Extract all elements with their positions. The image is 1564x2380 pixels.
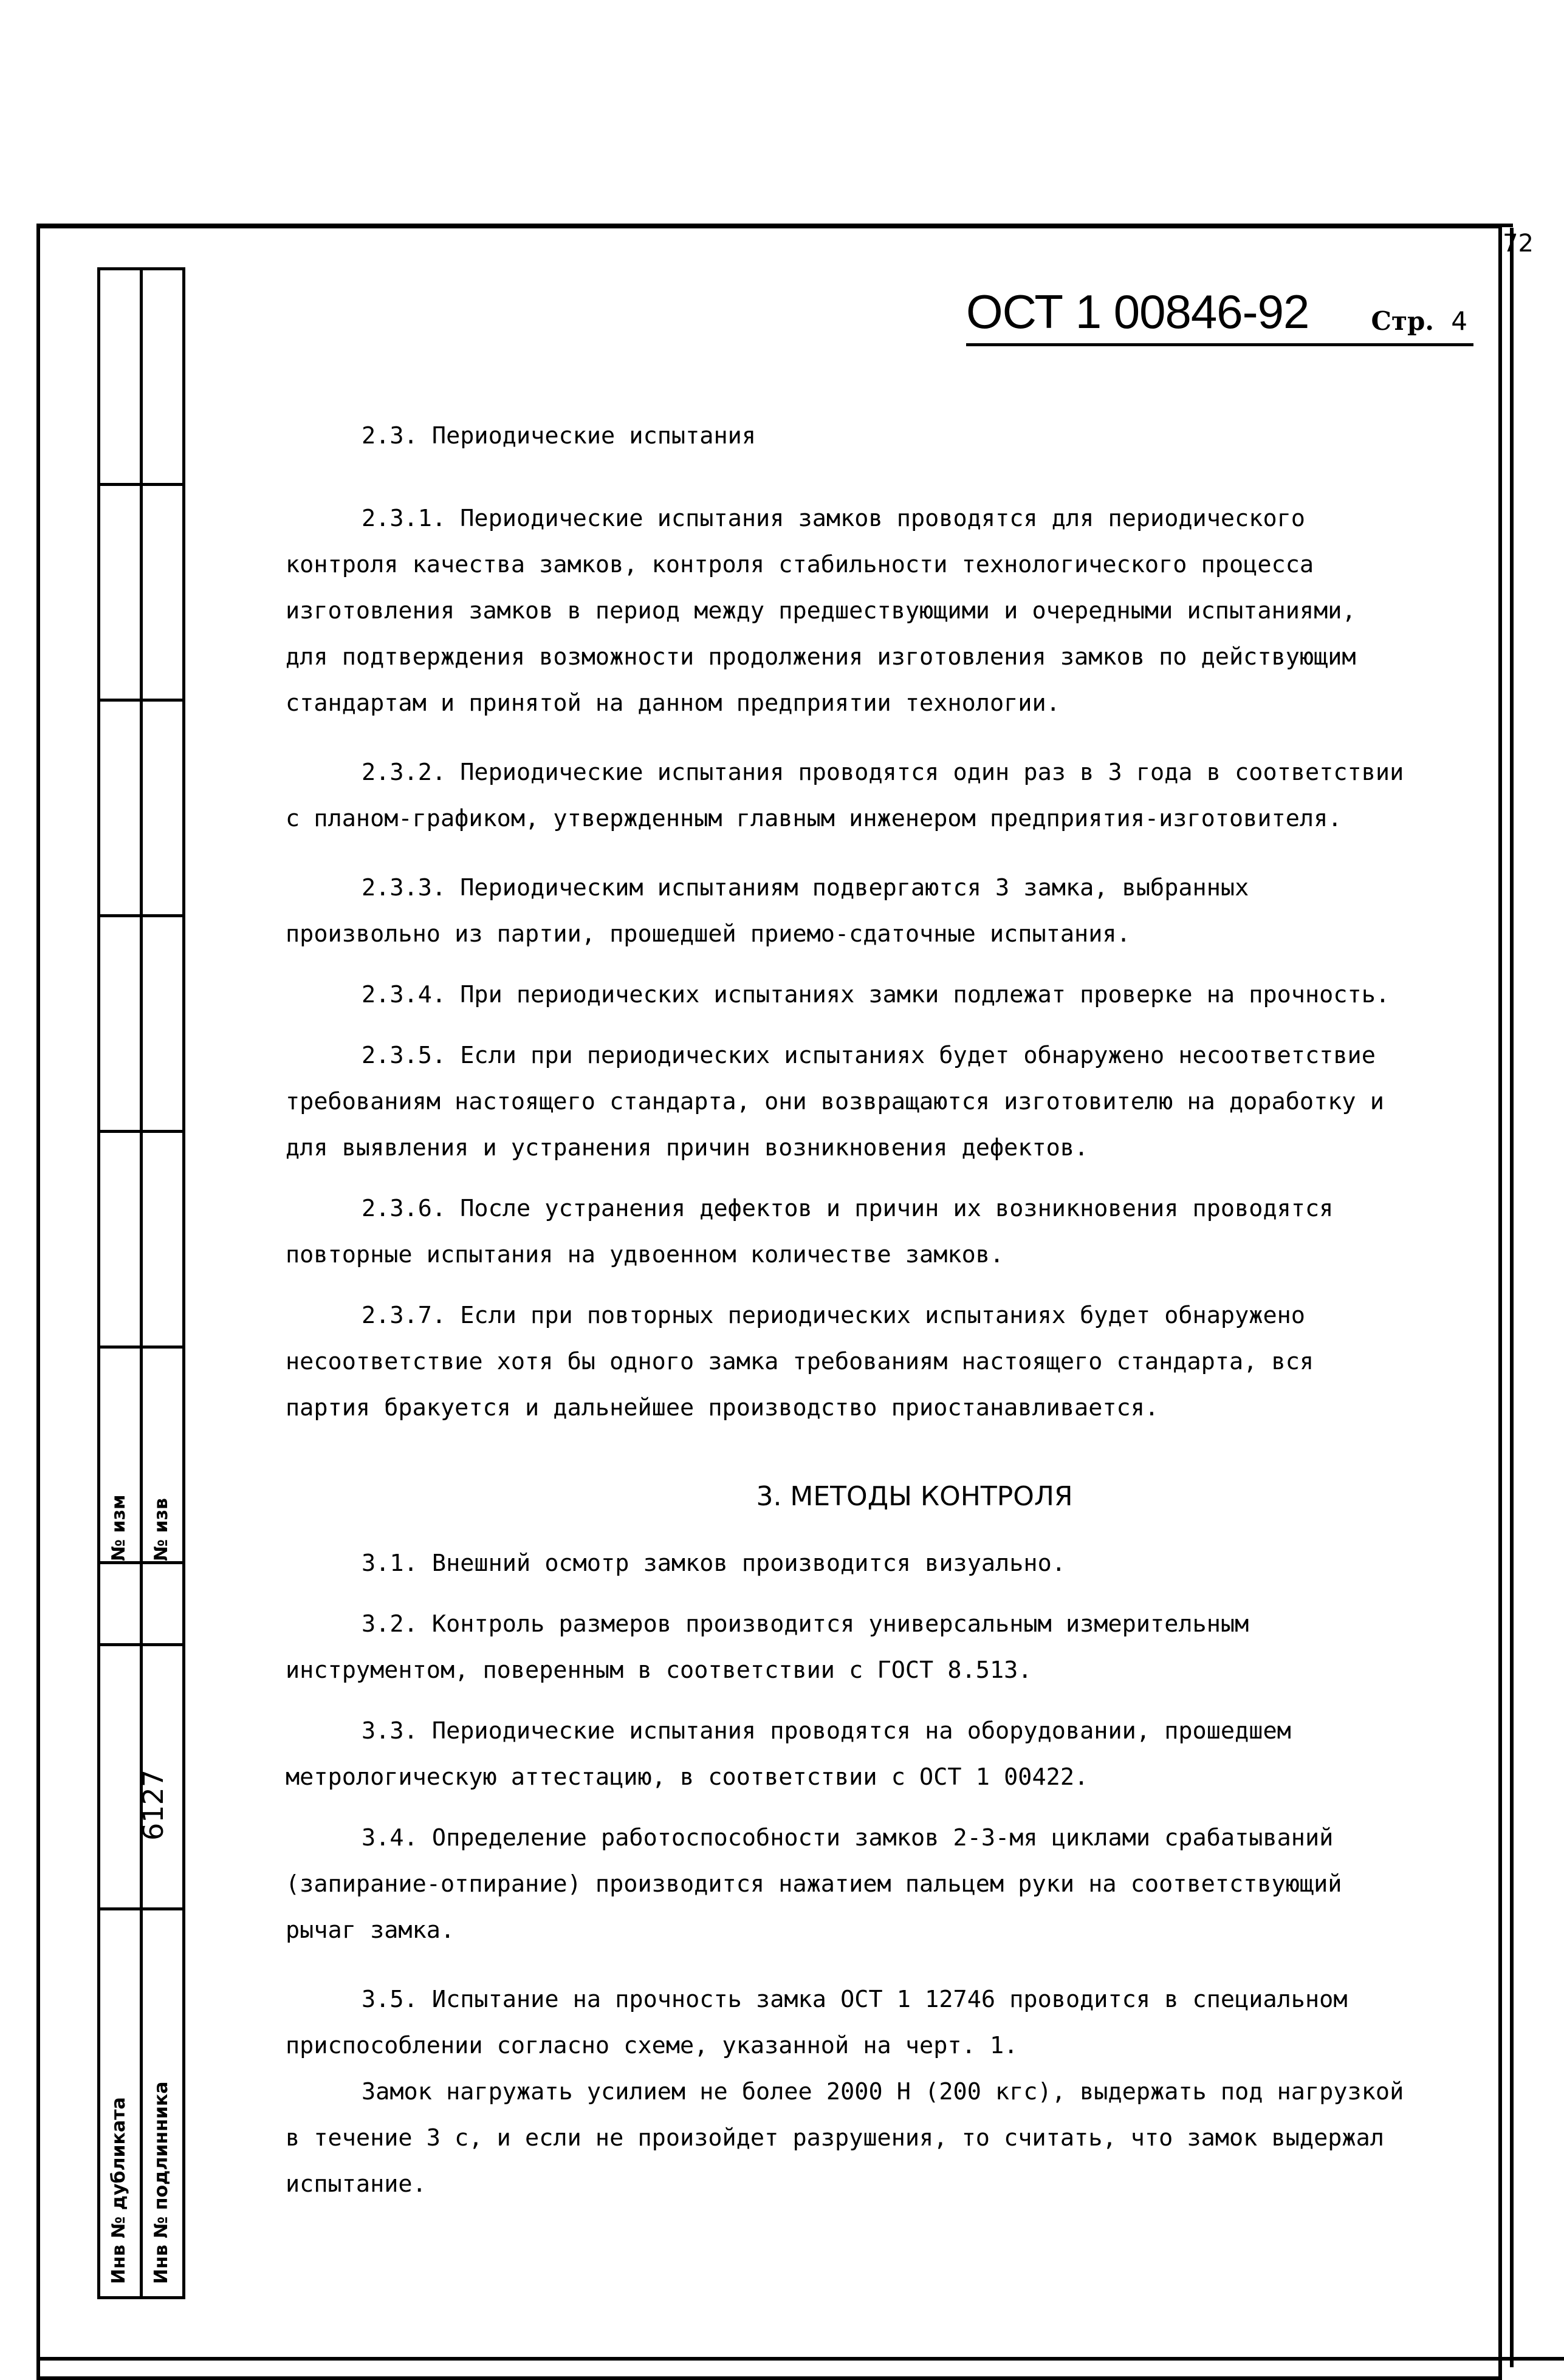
stamp-line [97,699,185,702]
stamp-line [97,1346,185,1349]
stamp-original-number: 6127 [137,1769,170,1841]
margin-stamp [97,267,185,2299]
paragraph-3-2: 3.2. Контроль размеров производится универсальным измерительным инструментом, поверенным в соответствии с ГОСТ 8.513. [286,1610,1249,1684]
sheet-number: 72 [1503,230,1534,258]
page-bottom-rule [36,2357,1564,2361]
stamp-duplicate-label: Инв № дубликата [108,2097,129,2284]
stamp-izv-label: № изв [151,1498,172,1561]
stamp-line [97,1561,185,1564]
paragraph-2-3-3: 2.3.3. Периодическим испытаниям подвергаются 3 замка, выбранных произвольно из партии, прошедшей приемо-сдаточные испытания. [286,874,1249,948]
paragraph-2-3-4: 2.3.4. При периодических испытаниях замки подлежат проверке на прочность. [362,981,1390,1008]
paragraph-2-3-7: 2.3.7. Если при повторных периодических испытаниях будет обнаружено несоответствие хотя бы одного замка требованиям настоящего стандарта, вся партия бракуется и дальнейшее производство приостанавливается. [286,1302,1314,1421]
page-label: Стр. [1371,306,1434,336]
stamp-column-1 [97,267,143,2299]
stamp-line [97,1643,185,1646]
paragraph-3-5-continued: Замок нагружать усилием не более 2000 Н (200 кгс), выдержать под нагрузкой в течение 3 с, и если не произойдет разрушения, то считать, что замок выдержал испытание. [286,2078,1404,2198]
page-frame-inner-right [1510,228,1514,2367]
stamp-izm-label: № изм [108,1494,129,1561]
subsection-heading: 2.3. Периодические испытания [362,422,756,450]
stamp-line [97,1907,185,1910]
stamp-column-3 [182,267,188,2299]
stamp-original-label: Инв № подлинника [151,2081,172,2284]
document-header [966,286,1473,346]
document-code: ОСТ 1 00846-92 [966,285,1309,338]
stamp-line [97,2296,185,2299]
paragraph-2-3-6: 2.3.6. После устранения дефектов и причин их возникновения проводятся повторные испытания на удвоенном количестве замков. [286,1195,1334,1268]
stamp-column-2 [140,267,185,2299]
paragraph-3-5: 3.5. Испытание на прочность замка ОСТ 1 12746 проводится в специальном приспособлении согласно схеме, указанной на черт. 1. [286,1986,1348,2059]
stamp-line [97,914,185,917]
stamp-line [97,483,185,486]
section-title: 3. МЕТОДЫ КОНТРОЛЯ [756,1481,1073,1512]
stamp-line [97,267,185,270]
paragraph-2-3-5: 2.3.5. Если при периодических испытаниях будет обнаружено несоответствие требованиям настоящего стандарта, они возвращаются изготовителю на доработку и для выявления и устранения причин возникновения дефектов. [286,1042,1384,1161]
paragraph-2-3-1: 2.3.1. Периодические испытания замков проводятся для периодического контроля качества замков, контроля стабильности технологического процесса изготовления замков в период между предшествующими и очередными испытаниями, для подтверждения возможности продолжения изготовления замков по действующим стандартам и принятой на данном предприятии технологии. [286,505,1356,717]
paragraph-3-4: 3.4. Определение работоспособности замков 2-3-мя циклами срабатываний (запирание-отпирание) производится нажатием пальцем руки на соответствующий рычаг замка. [286,1824,1342,1944]
paragraph-3-1: 3.1. Внешний осмотр замков производится визуально. [362,1550,1066,1577]
page-number: 4 [1451,306,1467,336]
document-body [286,413,1410,2207]
paragraph-2-3-2: 2.3.2. Периодические испытания проводятся один раз в 3 года в соответствии с планом-графиком, утвержденным главным инженером предприятия-изготовителя. [286,759,1404,832]
stamp-line [97,1130,185,1133]
paragraph-3-3: 3.3. Периодические испытания проводятся на оборудовании, прошедшем метрологическую аттестацию, в соответствии с ОСТ 1 00422. [286,1717,1291,1791]
